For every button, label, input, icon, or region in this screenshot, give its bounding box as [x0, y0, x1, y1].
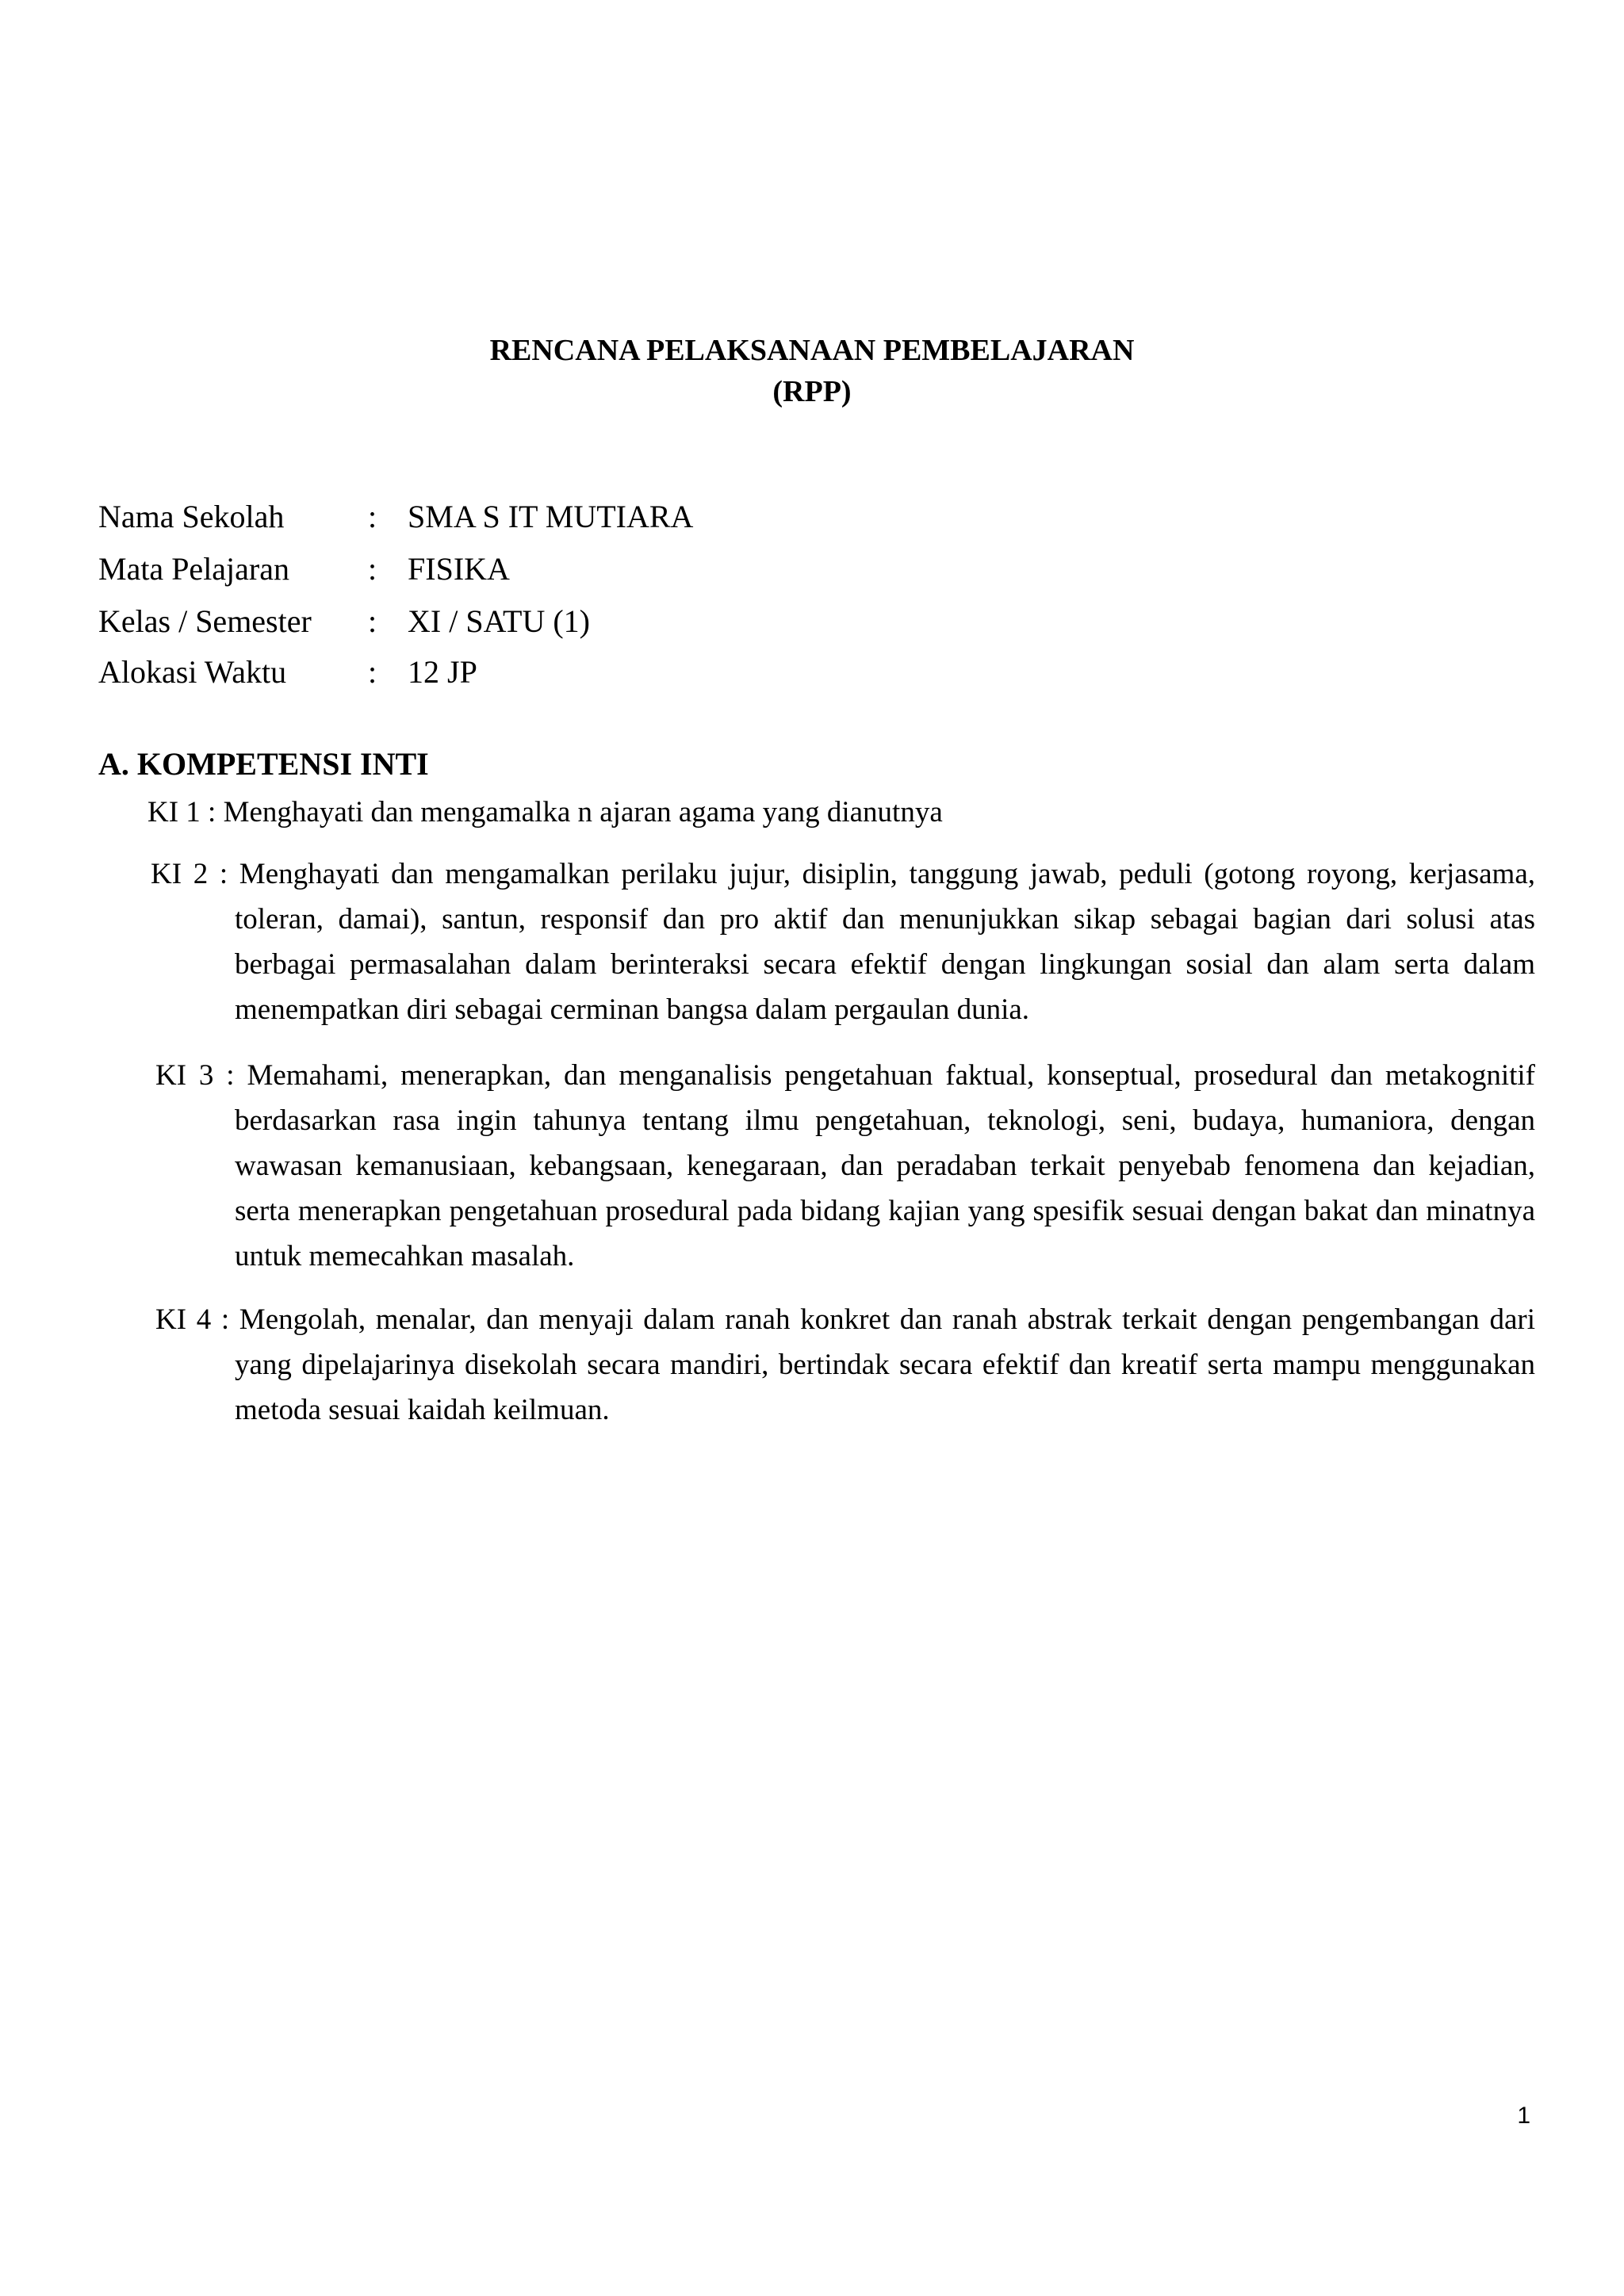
identity-label: Mata Pelajaran — [98, 551, 289, 587]
ki-4-paragraph: KI 4 : Mengolah, menalar, dan menyaji dalam ranah konkret dan ranah abstrak terkait dengan pengembangan dari yang dipelajarinya disekolah secara mandiri, bertindak secara efektif dan kreatif serta mampu menggunakan metoda sesuai kaidah keilmuan. — [155, 1303, 1535, 1426]
ki-3-paragraph: KI 3 : Memahami, menerapkan, dan menganalisis pengetahuan faktual, konseptual, prosedural dan metakognitif berdasarkan rasa ingin tahunya tentang ilmu pengetahuan, teknologi, seni, budaya, humaniora, dengan wawasan kemanusiaan, kebangsaan, kenegaraan, dan peradaban terkait penyebab fenomena dan kejadian, serta menerapkan pengetahuan prosedural pada bidang kajian yang spesifik sesuai dengan bakat dan minatnya untuk memecahkan masalah. — [155, 1059, 1535, 1272]
section-heading-kompetensi-inti: A. KOMPETENSI INTI — [98, 746, 429, 782]
ki-1-paragraph: KI 1 : Menghayati dan mengamalka n ajaran agama yang dianutnya — [147, 796, 943, 828]
identity-value: XI / SATU (1) — [408, 603, 590, 639]
identity-label: Nama Sekolah — [98, 499, 285, 534]
identity-colon: : — [368, 654, 377, 690]
identity-value: 12 JP — [408, 654, 477, 690]
identity-colon: : — [368, 603, 377, 639]
identity-colon: : — [368, 551, 377, 587]
identity-colon: : — [368, 499, 377, 534]
identity-label: Kelas / Semester — [98, 603, 312, 639]
document-title: RENCANA PELAKSANAAN PEMBELAJARAN — [489, 334, 1135, 367]
identity-label: Alokasi Waktu — [98, 654, 287, 690]
page-number: 1 — [1517, 2103, 1530, 2129]
identity-value: SMA S IT MUTIARA — [408, 499, 694, 534]
identity-value: FISIKA — [408, 551, 510, 587]
ki-2-paragraph: KI 2 : Menghayati dan mengamalkan perilaku jujur, disiplin, tanggung jawab, peduli (gotong royong, kerjasama, toleran, damai), santun, responsif dan pro aktif dan menunjukkan sikap sebagai bagian dari solusi atas berbagai permasalahan dalam berinteraksi secara efektif dengan lingkungan sosial dan alam serta dalam menempatkan diri sebagai cerminan bangsa dalam pergaulan dunia. — [151, 858, 1535, 1026]
document-subtitle: (RPP) — [772, 375, 852, 408]
